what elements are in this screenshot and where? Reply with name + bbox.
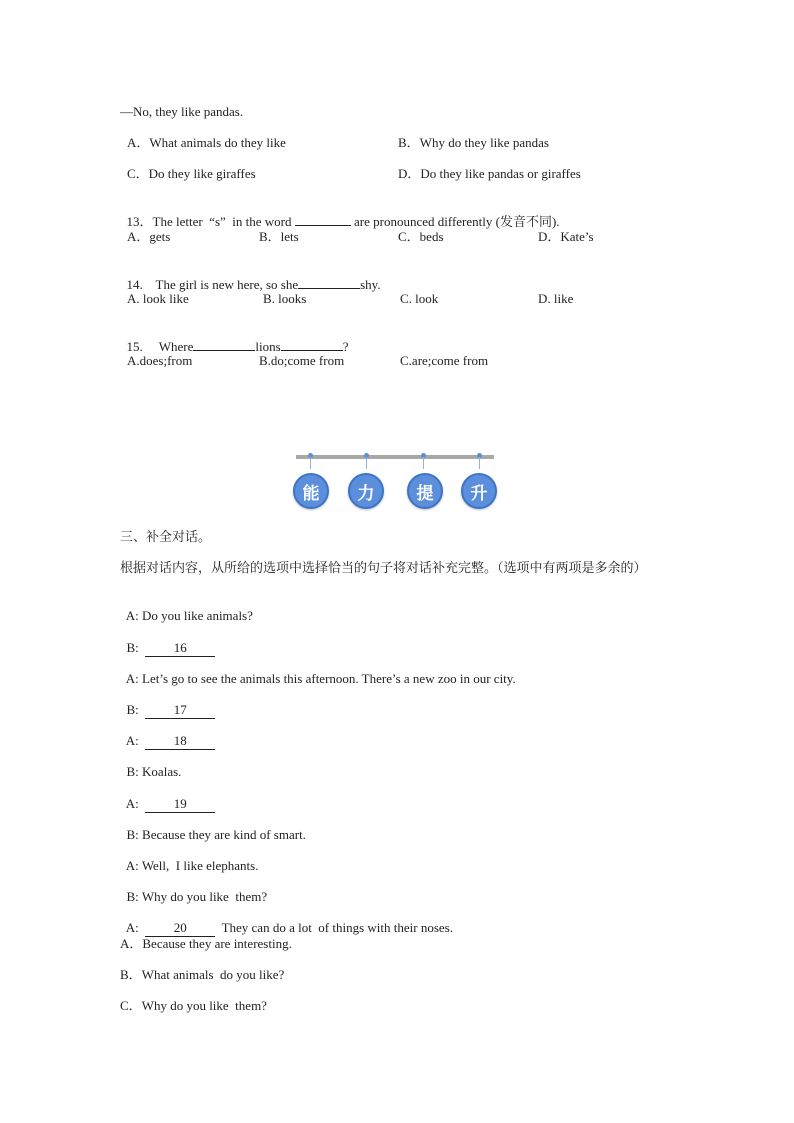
dialogue-text: They can do a lot of things with their noses.	[221, 920, 453, 935]
q12-option-b: B．Why do they like pandas	[398, 135, 549, 150]
q14-stem	[120, 260, 381, 293]
q13-option-d: D．Kate’s	[538, 229, 594, 244]
speaker: A:	[125, 920, 139, 935]
q15-text-post: ?	[342, 339, 349, 354]
speaker: B:	[126, 764, 139, 779]
banner-pin-1	[310, 457, 311, 469]
q14-number: 14.	[126, 277, 143, 292]
q13-stem	[120, 197, 560, 231]
dialogue-text: Let’s go to see the animals this afternoon. There’s a new zoo in our city.	[142, 671, 516, 686]
speaker: B:	[126, 827, 139, 842]
answer-blank-18: 18	[145, 733, 215, 750]
section-title: 三、补全对话。	[120, 530, 212, 545]
q12-option-c: C．Do they like giraffes	[127, 166, 256, 181]
dialogue-line-8	[120, 811, 306, 843]
q13-option-b: B．lets	[259, 229, 299, 244]
q13-blank	[295, 213, 351, 226]
q13-text-post: are pronounced differently (	[350, 214, 500, 229]
q15-text-pre: Where	[158, 339, 194, 354]
dialogue-line-10	[120, 873, 267, 905]
dialogue-line-7	[120, 780, 215, 813]
dialogue-line-1	[120, 592, 253, 624]
q14-text-post: shy.	[360, 277, 381, 292]
q13-text-pre: The letter “s” in the word	[152, 214, 295, 229]
q13-option-a: A．gets	[127, 229, 171, 244]
q14-option-b: B. looks	[263, 291, 307, 306]
dialogue-line-2	[120, 624, 215, 657]
q14-text-pre: The girl is new here, so she	[155, 277, 299, 292]
q15-text-mid: lions	[255, 339, 281, 354]
choice-c: C．Why do you like them?	[120, 998, 267, 1013]
dialogue-line-4	[120, 686, 215, 719]
speaker: B:	[126, 702, 139, 717]
q14-blank	[298, 276, 360, 289]
choice-a: A．Because they are interesting.	[120, 936, 292, 951]
q15-blank-2	[281, 338, 343, 351]
speaker: A:	[125, 858, 139, 873]
dialogue-line-6	[120, 748, 181, 780]
dialogue-text: Well, I like elephants.	[141, 858, 259, 873]
banner-pin-2	[366, 457, 367, 469]
dialogue-text: Why do you like them?	[141, 889, 268, 904]
dialogue-line-3	[120, 655, 516, 687]
speaker: A:	[125, 671, 139, 686]
q15-stem	[120, 322, 348, 355]
answer-blank-20: 20	[145, 920, 215, 937]
dialogue-text: Because they are kind of smart.	[142, 827, 306, 842]
q13-number: 13．	[126, 214, 153, 229]
banner-char-4: 升	[461, 473, 497, 509]
dialogue-text: Do you like animals?	[142, 608, 253, 623]
section-instruction: 根据对话内容，从所给的选项中选择恰当的句子将对话补充完整。（选项中有两项是多余的）	[120, 561, 647, 576]
banner-char-2: 力	[348, 473, 384, 509]
speaker: A:	[125, 796, 139, 811]
answer-blank-19: 19	[145, 796, 215, 813]
q15-option-c: C.are;come from	[400, 353, 489, 368]
dialogue-line-11	[120, 904, 453, 937]
q15-option-a: A.does;from	[127, 353, 193, 368]
q13-text-end: ).	[551, 214, 560, 229]
ability-banner	[290, 452, 500, 514]
speaker: B:	[126, 640, 139, 655]
banner-pin-3	[423, 457, 424, 469]
q15-number: 15.	[126, 339, 143, 354]
speaker: B:	[126, 889, 139, 904]
choice-b: B．What animals do you like?	[120, 967, 285, 982]
speaker: A:	[125, 608, 139, 623]
dialogue-text: Koalas.	[142, 764, 182, 779]
q12-option-d: D．Do they like pandas or giraffes	[398, 166, 581, 181]
answer-blank-17: 17	[145, 702, 215, 719]
q14-option-d: D. like	[538, 291, 574, 306]
q14-option-c: C. look	[400, 291, 439, 306]
dialogue-line-9	[120, 842, 258, 874]
banner-rail	[296, 455, 494, 459]
q15-option-b: B.do;come from	[259, 353, 345, 368]
banner-pin-4	[479, 457, 480, 469]
q15-blank-1	[193, 338, 255, 351]
answer-blank-16: 16	[145, 640, 215, 657]
banner-char-1: 能	[293, 473, 329, 509]
q13-option-c: C．beds	[398, 229, 444, 244]
q13-chinese-note: 发音不同	[499, 215, 552, 230]
q12-answer-line: —No, they like pandas.	[120, 104, 244, 119]
speaker: A:	[125, 733, 139, 748]
q14-option-a: A. look like	[127, 291, 189, 306]
banner-char-3: 提	[407, 473, 443, 509]
q12-option-a: A．What animals do they like	[127, 135, 286, 150]
dialogue-line-5	[120, 717, 215, 750]
